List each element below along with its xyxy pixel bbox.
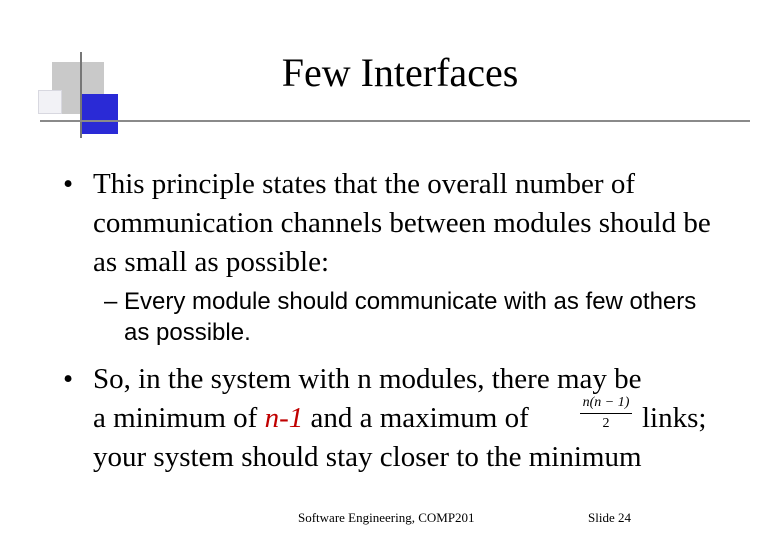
- maximum-formula: [578, 393, 634, 433]
- bullet-2-line-1: So, in the system with n modules, there may be: [93, 363, 642, 395]
- bullet-2-line-2: [93, 399, 529, 438]
- title-divider-line: [40, 120, 750, 122]
- bullet-marker: •: [63, 363, 74, 395]
- decoration-small-square: [38, 90, 62, 114]
- bullet-2-line-2-suffix: links;: [642, 402, 707, 434]
- formula-numerator: n(n − 1): [582, 395, 630, 410]
- sub-bullet-1-text: Every module should communicate with as few others as possible.: [124, 288, 697, 346]
- bullet-marker: •: [63, 168, 74, 200]
- decoration-vertical-line: [80, 52, 82, 138]
- bullet-2-line-2-middle: and a maximum of: [303, 402, 529, 434]
- sub-bullet-marker: –: [104, 288, 118, 315]
- slide-number: Slide 24: [588, 510, 631, 525]
- bullet-2-line-2-prefix: a minimum of: [93, 402, 265, 434]
- bullet-1-text: This principle states that the overall number of communication channels between modules should be as small as possible:: [93, 168, 711, 278]
- fraction-bar: [580, 413, 632, 414]
- bullet-2-line-3: your system should stay closer to the minimum: [93, 441, 642, 473]
- footer-course: Software Engineering, COMP201: [298, 510, 475, 525]
- formula-denominator: 2: [602, 416, 610, 431]
- minimum-expression: n-1: [264, 402, 304, 434]
- slide-title: Few Interfaces: [281, 50, 519, 95]
- decoration-blue-square: [80, 94, 118, 134]
